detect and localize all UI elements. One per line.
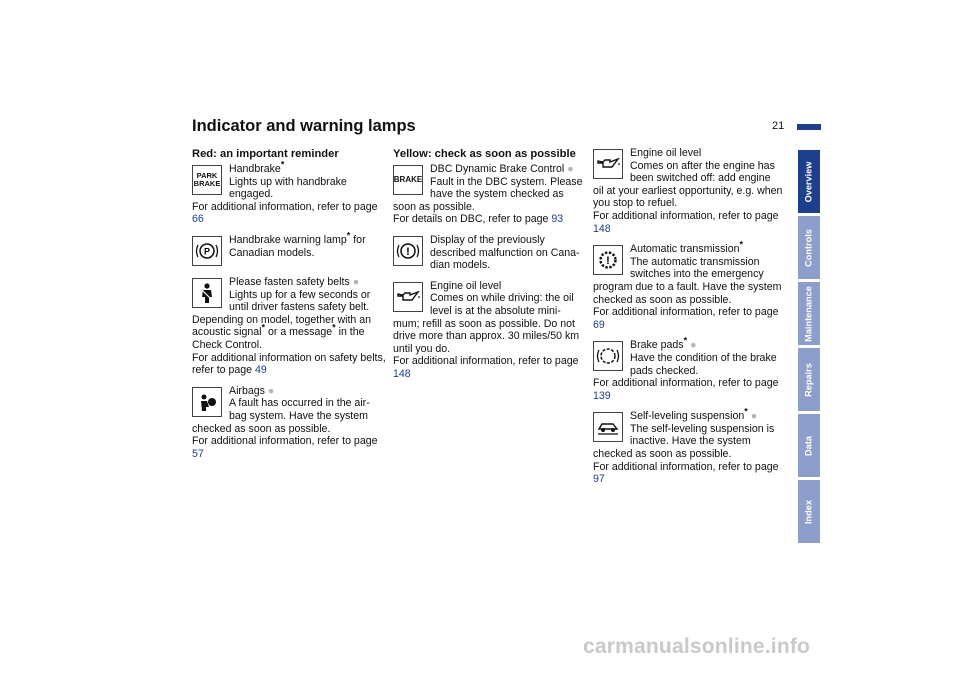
- oil-level-switched-off-entry: Engine oil level Comes on after the engine has been switched off: add engine oil at your earliest opportunity, e.g. when you stop to refuel. For additional information, refer to page 148: [593, 147, 783, 235]
- tab-label: Data: [803, 435, 814, 456]
- handbrake-entry: PARK BRAKE Handbrake* Lights up with handbrake engaged. For additional information, refer to page 66: [192, 159, 378, 226]
- yellow-lamps-column: [393, 147, 588, 389]
- not-all-models-dot: ●: [267, 384, 275, 397]
- not-all-models-dot: ●: [750, 410, 758, 423]
- brake-circle-p-icon-graphic: [195, 241, 219, 261]
- handbrake-canada-entry: P Handbrake warning lamp* for Canadian models.: [192, 234, 387, 268]
- page-link[interactable]: 93: [551, 213, 564, 226]
- tab-controls[interactable]: [798, 216, 820, 279]
- oil-level-driving-entry: Engine oil level Comes on while driving: the oil level is at the absolute mini- mum; refill as soon as possible. Do not drive more than approx. 30 miles/50 km until you do. For additional information, refer to page 148: [393, 279, 580, 380]
- seatbelt-entry: Please fasten safety belts ● Lights up for a few seconds or until driver fastens safety belt. Depending on model, together with an acoustic signal* or a message* in the Check Control. For additional information on safety belts, refer to page 49: [192, 275, 386, 377]
- section-heading-red: Red: an important reminder: [192, 148, 339, 160]
- tab-repairs[interactable]: [798, 348, 820, 411]
- tab-label: Overview: [803, 161, 814, 202]
- brake-pads-entry: Brake pads* ● Have the condition of the brake pads checked. For additional information, refer to page 139: [593, 335, 779, 402]
- warning-circle-icon: [393, 236, 423, 266]
- automatic-transmission-entry: ! Automatic transmission* The automatic transmission switches into the emergency program due to a fault. Have the system checked as soon as possible. For additional information, refer to page 69: [593, 239, 782, 331]
- tab-index[interactable]: [798, 480, 820, 543]
- canadian-malfunction-entry: ! Display of the previously described malfunction on Cana- dian models.: [393, 234, 588, 272]
- page-link[interactable]: 139: [593, 389, 611, 402]
- brake-pad-icon: [593, 341, 623, 371]
- tab-maintenance[interactable]: [798, 282, 820, 345]
- airbag-icon-graphic: [197, 392, 217, 412]
- park-brake-icon: PARK BRAKE: [192, 165, 222, 195]
- svg-text:!: !: [406, 245, 410, 258]
- gear-warning-icon: [593, 245, 623, 275]
- brake-pad-icon-graphic: [596, 346, 620, 366]
- tab-data[interactable]: [798, 414, 820, 477]
- gear-warning-icon-graphic: [597, 249, 619, 271]
- tab-label: Repairs: [803, 362, 814, 397]
- warning-circle-icon-graphic: [396, 241, 420, 261]
- red-lamps-column: [192, 147, 387, 468]
- oil-can-icon-graphic: [596, 157, 620, 171]
- page-number-marker: [797, 124, 821, 130]
- car-level-icon: [593, 412, 623, 442]
- tab-label: Controls: [803, 228, 814, 267]
- not-all-models-dot: ●: [567, 163, 574, 175]
- yellow-lamps-column-continued: [593, 147, 788, 494]
- oil-can-icon: [593, 149, 623, 179]
- airbag-icon: [192, 387, 222, 417]
- oil-can-icon: [393, 282, 423, 312]
- brake-circle-p-icon: [192, 236, 222, 266]
- tab-label: Index: [803, 499, 814, 524]
- tab-label: Maintenance: [803, 285, 814, 342]
- tab-overview[interactable]: [798, 150, 820, 213]
- section-heading-yellow: Yellow: check as soon as possible: [393, 148, 576, 160]
- watermark: carmanualsonline.info: [583, 635, 811, 658]
- self-leveling-entry: Self-leveling suspension* ● The self-leveling suspension is inactive. Have the system checked as soon as possible. For additional information, refer to page 97: [593, 406, 779, 486]
- page-link[interactable]: 148: [593, 222, 611, 235]
- car-level-icon-graphic: [596, 418, 620, 436]
- oil-can-icon-graphic: [396, 290, 420, 304]
- page-number: 21: [772, 120, 785, 132]
- dbc-entry: BRAKE DBC Dynamic Brake Control ● Fault in the DBC system. Please have the system checked as soon as possible. For details on DBC, refer to page 93: [393, 163, 583, 226]
- seatbelt-icon: [192, 278, 222, 308]
- section-tabs: [798, 150, 820, 546]
- page-link[interactable]: 57: [192, 447, 204, 460]
- page-link[interactable]: 69: [593, 318, 605, 331]
- not-all-models-dot: ●: [352, 275, 360, 288]
- page-link[interactable]: 148: [393, 367, 411, 380]
- page-link[interactable]: 97: [593, 473, 605, 486]
- seatbelt-icon-graphic: [197, 282, 217, 304]
- page-link[interactable]: 49: [255, 364, 267, 377]
- page-title: Indicator and warning lamps: [192, 117, 416, 135]
- not-all-models-dot: ●: [690, 339, 697, 352]
- page-link[interactable]: 66: [192, 213, 204, 226]
- svg-text:!: !: [606, 255, 610, 268]
- svg-text:P: P: [203, 246, 211, 257]
- brake-text-icon: BRAKE: [393, 165, 423, 195]
- airbags-entry: Airbags ● A fault has occurred in the air- bag system. Have the system checked as soon as possible. For additional information, refer to page 57: [192, 384, 378, 460]
